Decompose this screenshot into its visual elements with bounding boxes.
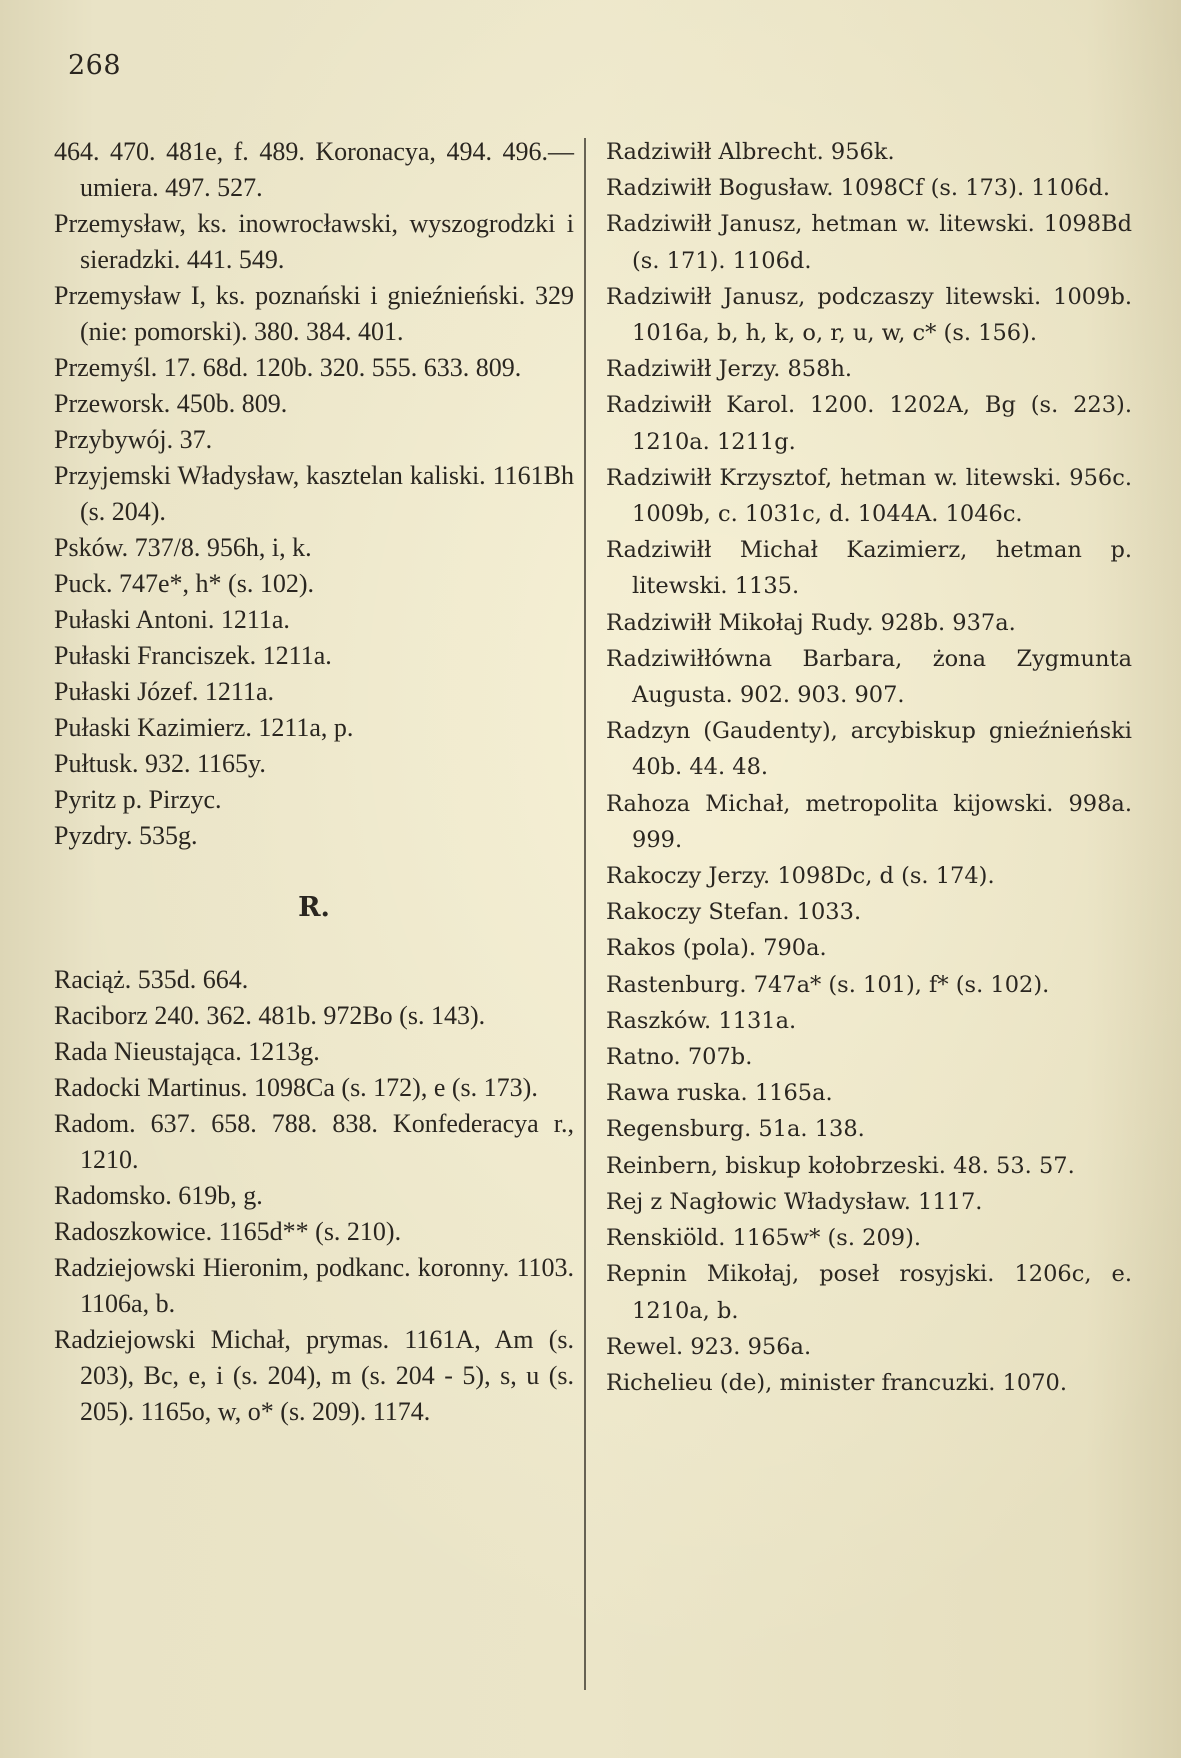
index-entry: Richelieu (de), minister francuzki. 1070.: [606, 1369, 1067, 1396]
index-entry: Rewel. 923. 956a.: [606, 1333, 812, 1360]
right-column: [606, 134, 1132, 1401]
index-entry: Radziwiłł Jerzy. 858h.: [606, 356, 853, 383]
index-entry: Radziwiłł Janusz, podczaszy litewski. 1009b. 1016a, b, h, k, o, r, u, w, c* (s. 156).: [606, 283, 1132, 347]
index-entry: Reinbern, biskup kołobrzeski. 48. 53. 57.: [606, 1152, 1075, 1179]
index-entry: Przemysław I, ks. poznański i gnieźnieński. 329 (nie: pomorski). 380. 384. 401.: [54, 281, 574, 346]
index-entry: Raciąż. 535d. 664.: [54, 965, 249, 994]
index-entry: Pułaski Józef. 1211a.: [54, 677, 274, 706]
index-entry: Ratno. 707b.: [606, 1044, 753, 1071]
index-entry: Radziwiłł Karol. 1200. 1202A, Bg (s. 223). 1210a. 1211g.: [606, 392, 1132, 455]
index-entry: Radoszkowice. 1165d** (s. 210).: [54, 1217, 402, 1246]
index-entry: Raszków. 1131a.: [606, 1007, 797, 1034]
index-entry: Rakos (pola). 790a.: [606, 935, 827, 962]
page-number: 268: [68, 50, 122, 81]
left-column: [54, 134, 574, 1430]
index-entry: Przyjemski Władysław, kasztelan kaliski. 1161Bh (s. 204).: [54, 461, 574, 526]
index-entry: Raciborz 240. 362. 481b. 972Bo (s. 143).: [54, 1001, 486, 1030]
index-entry: Pułaski Kazimierz. 1211a, p.: [54, 713, 354, 742]
index-entry: Radziwiłł Michał Kazimierz, hetman p. litewski. 1135.: [606, 537, 1132, 600]
index-entry: Radzyn (Gaudenty), arcybiskup gnieźnieński 40b. 44. 48.: [606, 718, 1132, 781]
index-entry: Przybywój. 37.: [54, 425, 213, 454]
index-entry: Pułaski Antoni. 1211a.: [54, 605, 290, 634]
index-entry: Rastenburg. 747a* (s. 101), f* (s. 102).: [606, 971, 1050, 998]
index-entry: Pułaski Franciszek. 1211a.: [54, 641, 332, 670]
index-entry: 464. 470. 481e, f. 489. Koronacya, 494. 496.—umiera. 497. 527.: [54, 137, 574, 202]
index-entry: Radziwiłł Albrecht. 956k.: [606, 139, 895, 165]
index-entry: Repnin Mikołaj, poseł rosyjski. 1206c, e. 1210a, b.: [606, 1261, 1132, 1324]
index-entry: Rej z Nagłowic Władysław. 1117.: [606, 1188, 983, 1215]
index-entry: Radziwiłł Janusz, hetman w. litewski. 1098Bd (s. 171). 1106d.: [606, 211, 1132, 274]
index-entry: Radziwiłł Mikołaj Rudy. 928b. 937a.: [606, 609, 1016, 636]
column-divider: [584, 138, 586, 1690]
index-entry: Pyzdry. 535g.: [54, 821, 198, 850]
index-entry: Radziejowski Michał, prymas. 1161A, Am (s. 203), Bc, e, i (s. 204), m (s. 204 - 5), s, u (s. 205). 1165o, w, o* (s. 209). 1174.: [54, 1325, 574, 1426]
index-entry: Regensburg. 51a. 138.: [606, 1116, 865, 1143]
index-entry: Przeworsk. 450b. 809.: [54, 389, 288, 418]
index-entry: Rahoza Michał, metropolita kijowski. 998a. 999.: [606, 790, 1132, 853]
index-entry: Przemysław, ks. inowrocławski, wyszogrodzki i sieradzki. 441. 549.: [54, 209, 574, 274]
section-letter-heading: R.: [298, 892, 330, 923]
index-entry: Radziwiłł Krzysztof, hetman w. litewski. 956c. 1009b, c. 1031c, d. 1044A. 1046c.: [606, 464, 1132, 528]
index-entry: Pyritz p. Pirzyc.: [54, 785, 222, 814]
index-entry: Puck. 747e*, h* (s. 102).: [54, 569, 314, 598]
index-entry: Radocki Martinus. 1098Ca (s. 172), e (s. 173).: [54, 1073, 538, 1102]
index-entry: Radziwiłłówna Barbara, żona Zygmunta Augusta. 902. 903. 907.: [606, 645, 1132, 709]
index-entry: Przemyśl. 17. 68d. 120b. 320. 555. 633. 809.: [54, 353, 522, 382]
index-entry: Pułtusk. 932. 1165y.: [54, 749, 266, 778]
index-entry: Radziwiłł Bogusław. 1098Cf (s. 173). 1106d.: [606, 175, 1111, 202]
index-entry: Rakoczy Stefan. 1033.: [606, 899, 862, 926]
index-entry: Radziejowski Hieronim, podkanc. koronny. 1103. 1106a, b.: [54, 1253, 574, 1318]
index-entry: Rada Nieustająca. 1213g.: [54, 1037, 320, 1066]
index-entry: Psków. 737/8. 956h, i, k.: [54, 533, 312, 562]
index-entry: Rawa ruska. 1165a.: [606, 1080, 833, 1107]
index-entry: Renskiöld. 1165w* (s. 209).: [606, 1225, 921, 1252]
index-entry: Radomsko. 619b, g.: [54, 1181, 263, 1210]
index-entry: Radom. 637. 658. 788. 838. Konfederacya r., 1210.: [54, 1109, 574, 1174]
index-entry: Rakoczy Jerzy. 1098Dc, d (s. 174).: [606, 863, 995, 890]
